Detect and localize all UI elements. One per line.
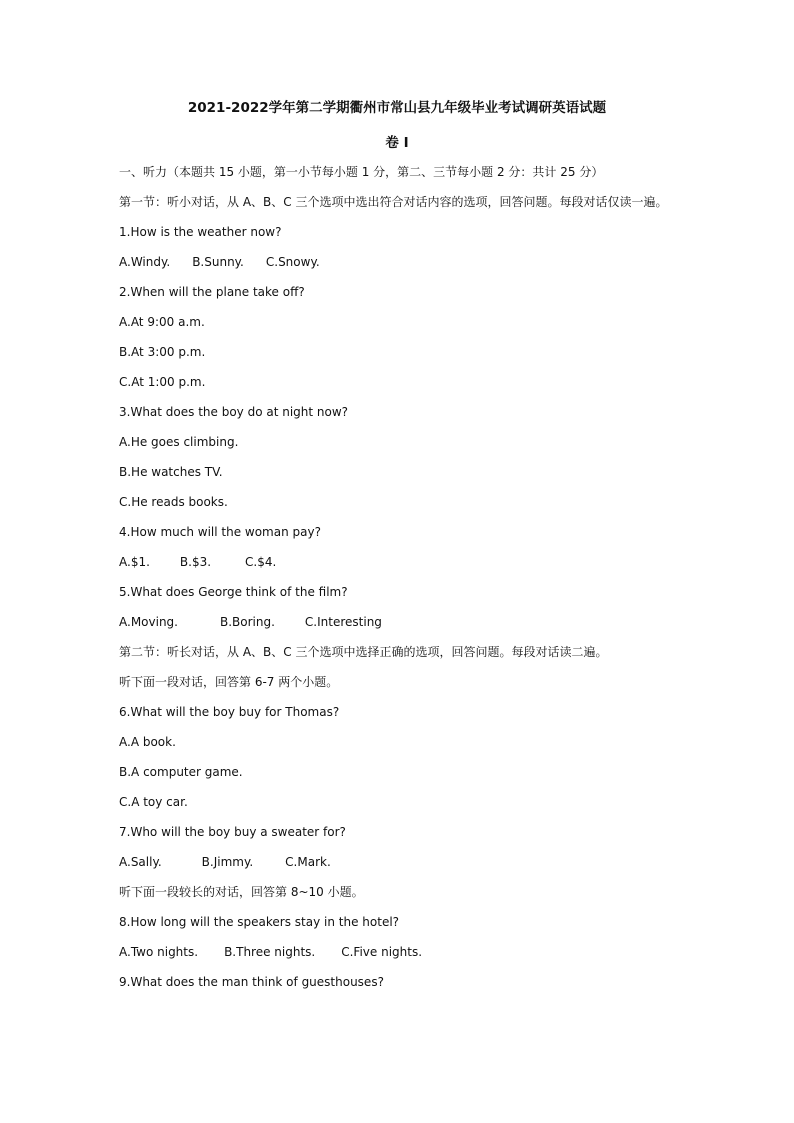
q6-option-b: B.A computer game. xyxy=(119,765,243,779)
q6-option-a: A.A book. xyxy=(119,735,176,749)
exam-title: 2021-2022学年第二学期衢州市常山县九年级毕业考试调研英语试题 xyxy=(187,100,607,116)
q6-option-c: C.A toy car. xyxy=(119,795,188,809)
q7-option-a: A.Sally. xyxy=(119,855,162,869)
question-1-options xyxy=(119,253,679,271)
question-1-stem: 1.How is the weather now? xyxy=(119,225,282,239)
question-5-stem: 5.What does George think of the film? xyxy=(119,585,348,599)
question-2-stem: 2.When will the plane take off? xyxy=(119,285,305,299)
q5-option-b: B.Boring. xyxy=(219,615,275,629)
q1-option-c: C.Snowy. xyxy=(265,255,320,269)
question-6-stem: 6.What will the boy buy for Thomas? xyxy=(119,705,340,719)
q2-option-a: A.At 9:00 a.m. xyxy=(119,315,205,329)
q5-option-c: C.Interesting xyxy=(304,615,382,629)
q8-option-a: A.Two nights. xyxy=(119,945,199,959)
q3-option-a: A.He goes climbing. xyxy=(119,435,239,449)
question-5-options xyxy=(119,613,679,631)
question-8-stem: 8.How long will the speakers stay in the hotel? xyxy=(119,915,400,929)
question-7-stem: 7.Who will the boy buy a sweater for? xyxy=(119,825,346,839)
volume-label: 卷 I xyxy=(385,135,409,151)
exam-body xyxy=(119,163,679,991)
question-4-stem: 4.How much will the woman pay? xyxy=(119,525,321,539)
question-9-stem: 9.What does the man think of guesthouses? xyxy=(119,975,384,989)
q3-option-c: C.He reads books. xyxy=(119,495,228,509)
q4-option-c: C.$4. xyxy=(245,555,277,569)
question-7-options xyxy=(119,853,679,871)
q2-option-b: B.At 3:00 p.m. xyxy=(119,345,206,359)
q8-option-b: B.Three nights. xyxy=(224,945,316,959)
q4-option-a: A.$1. xyxy=(119,555,150,569)
q4-option-b: B.$3. xyxy=(179,555,212,569)
question-3-stem: 3.What does the boy do at night now? xyxy=(119,405,349,419)
q8-option-c: C.Five nights. xyxy=(341,945,423,959)
part1-instructions: 第一节：听小对话，从 A、B、C 三个选项中选出符合对话内容的选项，回答问题。每段对话仅读一遍。 xyxy=(119,195,668,209)
q1-option-a: A.Windy. xyxy=(119,255,171,269)
q7-option-b: B.Jimmy. xyxy=(201,855,254,869)
q7-option-c: C.Mark. xyxy=(285,855,331,869)
part2-group1-instructions: 听下面一段对话，回答第 6-7 两个小题。 xyxy=(119,675,339,689)
q3-option-b: B.He watches TV. xyxy=(119,465,223,479)
section-heading: 一、听力（本题共 15 小题，第一小节每小题 1 分，第二、三节每小题 2 分：共计 25 分） xyxy=(119,165,604,179)
q1-option-b: B.Sunny. xyxy=(192,255,244,269)
q5-option-a: A.Moving. xyxy=(119,615,178,629)
part2-instructions: 第二节：听长对话，从 A、B、C 三个选项中选择正确的选项，回答问题。每段对话读二遍。 xyxy=(119,645,608,659)
question-8-options xyxy=(119,943,679,961)
part2-group2-instructions: 听下面一段较长的对话，回答第 8~10 小题。 xyxy=(119,885,364,899)
q2-option-c: C.At 1:00 p.m. xyxy=(119,375,206,389)
question-4-options xyxy=(119,553,679,571)
